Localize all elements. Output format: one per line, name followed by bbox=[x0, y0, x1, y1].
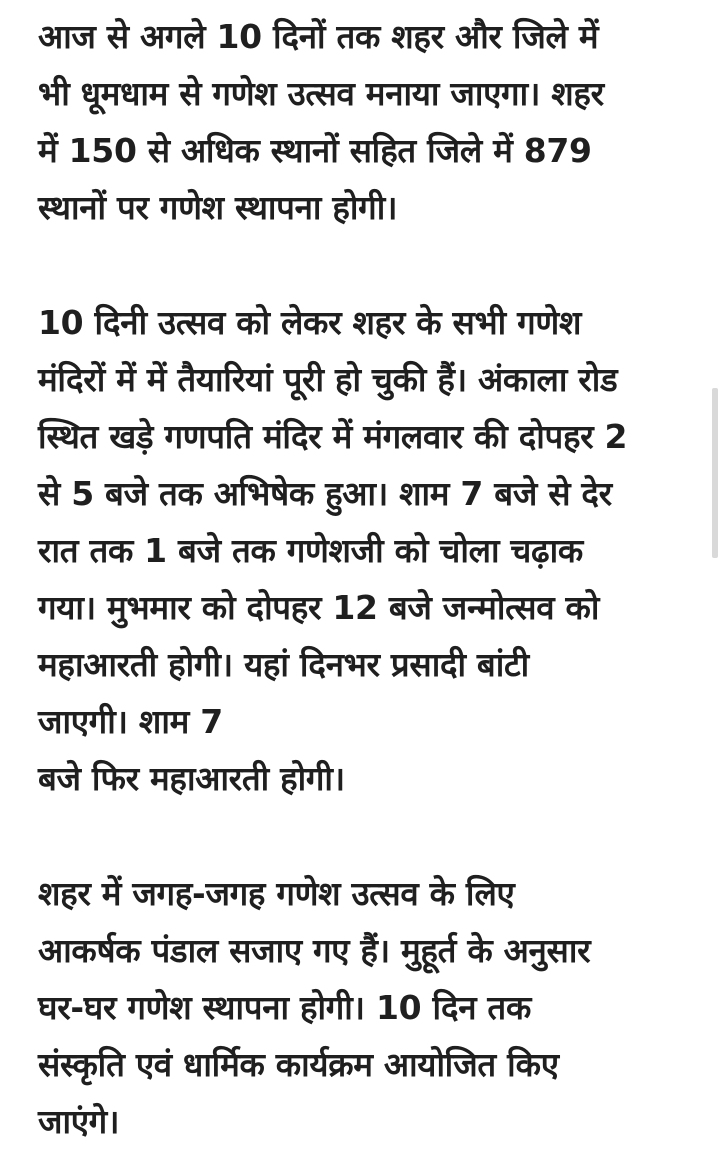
article-body bbox=[38, 8, 688, 1149]
text-line: शहर में जगह-जगह गणेश उत्सव के लिए bbox=[38, 874, 515, 913]
text-line: आज से अगले 10 दिनों तक शहर और जिले में bbox=[38, 17, 599, 56]
text-line: में 150 से अधिक स्थानों सहित जिले में 879 bbox=[38, 131, 592, 170]
text-line: गया। मुभमार को दोपहर 12 बजे जन्मोत्सव को bbox=[38, 588, 600, 627]
text-line: महाआरती होगी। यहां दिनभर प्रसादी बांटी bbox=[38, 645, 529, 684]
text-line: रात तक 1 बजे तक गणेशजी को चोला चढ़ाक bbox=[38, 531, 583, 570]
text-line: जाएंगे। bbox=[38, 1102, 120, 1141]
text-line: जाएगी। शाम 7 bbox=[38, 702, 223, 741]
text-line: घर-घर गणेश स्थापना होगी। 10 दिन तक bbox=[38, 988, 531, 1027]
scrollbar[interactable] bbox=[710, 0, 720, 1149]
scrollbar-thumb[interactable] bbox=[712, 388, 718, 558]
text-line: स्थानों पर गणेश स्थापना होगी। bbox=[38, 188, 398, 227]
paragraph-3 bbox=[38, 865, 688, 1149]
text-line: आकर्षक पंडाल सजाए गए हैं। मुहूर्त के अनुसार bbox=[38, 931, 591, 970]
paragraph-1 bbox=[38, 8, 688, 236]
text-line: स्थित खड़े गणपति मंदिर में मंगलवार की दोपहर 2 bbox=[38, 417, 628, 456]
text-line: संस्कृति एवं धार्मिक कार्यक्रम आयोजित किए bbox=[38, 1045, 559, 1084]
text-line: से 5 बजे तक अभिषेक हुआ। शाम 7 बजे से देर bbox=[38, 474, 612, 513]
text-line: बजे फिर महाआरती होगी। bbox=[38, 759, 345, 798]
text-line: 10 दिनी उत्सव को लेकर शहर के सभी गणेश bbox=[38, 303, 582, 342]
paragraph-2 bbox=[38, 294, 688, 807]
text-line: भी धूमधाम से गणेश उत्सव मनाया जाएगा। शहर bbox=[38, 74, 604, 113]
text-line: मंदिरों में में तैयारियां पूरी हो चुकी हैं। अंकाला रोड bbox=[38, 360, 618, 399]
